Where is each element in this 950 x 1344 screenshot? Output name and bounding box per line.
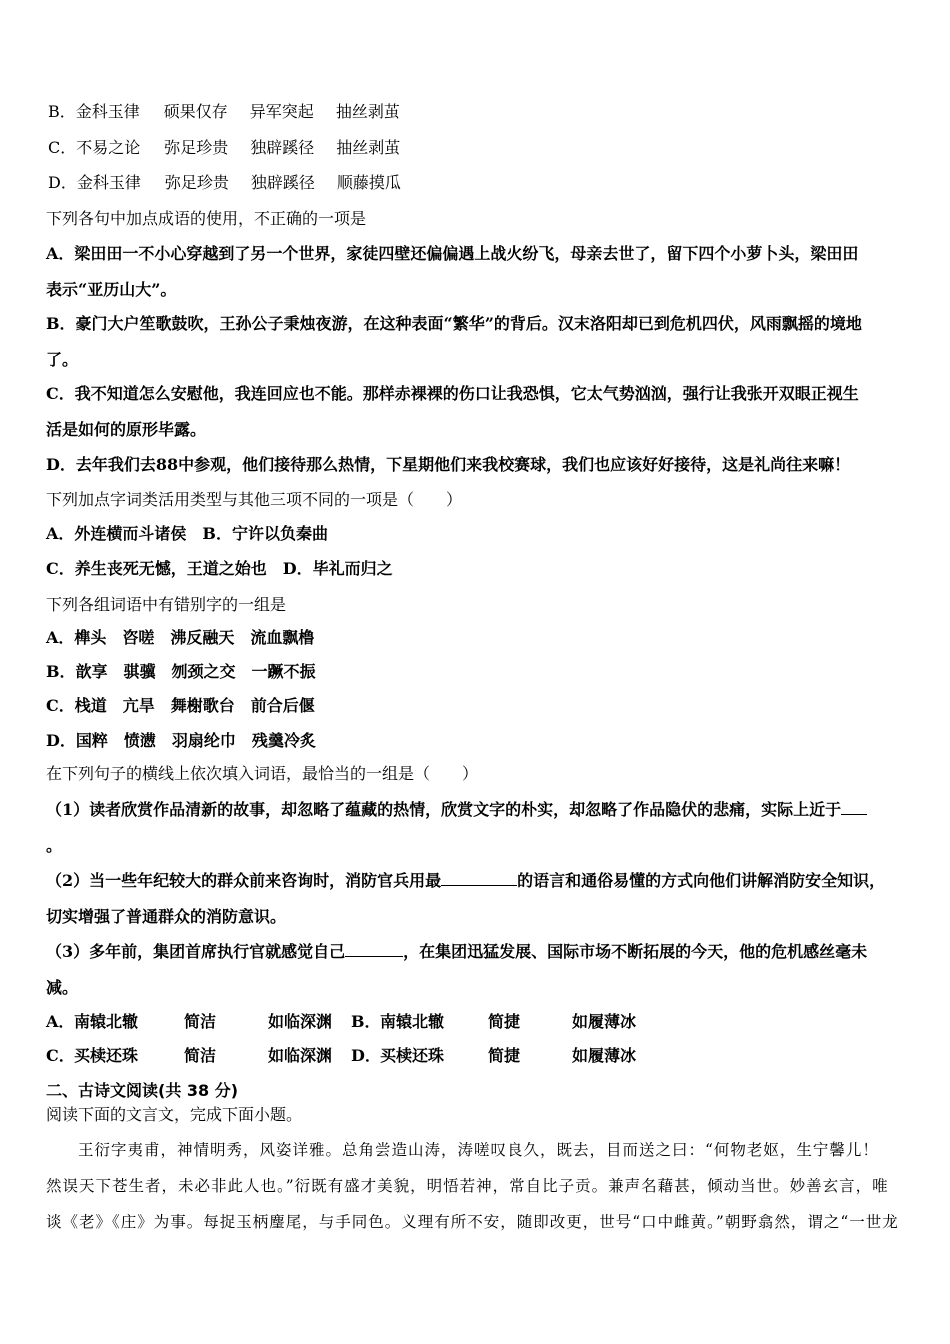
option-d-prev: D．金科玉律 弥足珍贵 独辟蹊径 顺藤摸瓜 <box>48 173 401 192</box>
section-instruction: 阅读下面的文言文，完成下面小题。 <box>46 1105 303 1124</box>
q4-stem: 在下列句子的横线上依次填入词语，最恰当的一组是（ ） <box>46 764 479 783</box>
q4-sentence2-line2: 切实增强了普通群众的消防意识。 <box>46 907 287 926</box>
blank-1 <box>841 800 867 815</box>
q1-option-a-line1: A．梁田田一不小心穿越到了另一个世界，家徒四壁还偏偏遇上战火纷飞，母亲去世了，留下四个小萝卜头，梁田田 <box>46 244 859 263</box>
q3-stem: 下列各组词语中有错别字的一组是 <box>46 595 287 614</box>
q2-options-cd: C．养生丧死无憾，王道之始也 D．毕礼而归之 <box>46 559 393 578</box>
passage-line-2: 然误天下苍生者，未必非此人也。”衍既有盛才美貌，明悟若神，常自比子贡。兼声名藉甚，倾动当世。妙善玄言，唯 <box>46 1177 889 1195</box>
q1-option-b-line2: 了。 <box>46 350 79 369</box>
section-title: 二、古诗文阅读(共 38 分) <box>46 1081 239 1100</box>
q1-option-c-line1: C．我不知道怎么安慰他，我连回应也不能。那样赤裸裸的伤口让我恐惧，它太气势汹汹，强行让我张开双眼正视生 <box>46 384 859 403</box>
q4-sentence1-line2: 。 <box>46 836 63 855</box>
option-c-prev: C．不易之论 弥足珍贵 独辟蹊径 抽丝剥茧 <box>48 138 401 157</box>
q3-option-c: C．栈道 亢旱 舞榭歌台 前合后偃 <box>46 696 315 715</box>
q1-option-d: D．去年我们去88中参观，他们接待那么热情，下星期他们来我校赛球，我们也应该好好接待，这是礼尚往来嘛！ <box>46 455 851 474</box>
q1-stem: 下列各句中加点成语的使用，不正确的一项是 <box>46 209 367 228</box>
q4-sentence1-line1: （1）读者欣赏作品清新的故事，却忽略了蕴藏的热情，欣赏文字的朴实，却忽略了作品隐伏的悲痛，实际上近于 <box>46 800 867 820</box>
blank-2 <box>441 871 517 886</box>
q4-sentence3-line1: （3）多年前，集团首席执行官就感觉自己 ，在集团迅猛发展、国际市场不断拓展的今天，他的危机感丝毫未 <box>46 942 868 961</box>
q1-option-a-line2: 表示“亚历山大”。 <box>46 280 177 299</box>
q1-option-c-line2: 活是如何的原形毕露。 <box>46 420 207 439</box>
passage-line-3: 谈《老》《庄》为事。每捉玉柄麈尾，与手同色。义理有所不安，随即改更，世号“口中雌黄。”朝野翕然，谓之“一世龙 <box>46 1213 899 1231</box>
q3-option-a: A．榫头 咨嗟 沸反融天 流血飘橹 <box>46 628 315 647</box>
blank-3 <box>345 942 403 957</box>
q3-option-b: B．歆享 骐骥 刎颈之交 一蹶不振 <box>46 662 316 681</box>
option-b-prev: B．金科玉律 硕果仅存 异军突起 抽丝剥茧 <box>48 102 400 121</box>
q3-option-d: D．国粹 愤懑 羽扇纶巾 残羹冷炙 <box>46 731 316 750</box>
q2-options-ab: A．外连横而斗诸侯 B．宁许以负秦曲 <box>46 524 328 543</box>
document-page: B．金科玉律 硕果仅存 异军突起 抽丝剥茧 C．不易之论 弥足珍贵 独辟蹊径 抽丝剥茧 D．金科玉律 弥足珍贵 独辟蹊径 顺藤摸瓜 下列各句中加点成语的使用，不正确的一项是 A．梁田田一不小心穿越到了另一个世界，家徒四壁还偏偏遇上战火纷飞，母亲去世了，留下四个小萝卜头，梁田田 表示“亚历山大”。 B．豪门大户笙歌鼓吹，王孙公子秉烛夜游，在这种表面“繁华”的背后。汉末洛阳却已到危机四伏，风雨飘摇的境地 了。 C．我不知道怎么安慰他，我连回应也不能。那样赤裸裸的伤口让我恐惧，它太气势汹汹，强行让我张开双眼正视生 活是如何的原形毕露。 D．去年我们去88中参观，他们接待那么热情，下星期他们来我校赛球，我们也应该好好接待，这是礼尚往来嘛！ 下列加点字词类活用类型与其他三项不同的一项是（ ） A．外连横而斗诸侯 B．宁许以负秦曲 C．养生丧死无憾，王道之始也 D．毕礼而归之 下列各组词语中有错别字的一组是 A．榫头 咨嗟 沸反融天 流血飘橹 B．歆享 骐骥 刎颈之交 一蹶不振 C．栈道 亢旱 舞榭歌台 前合后偃 D．国粹 愤懑 羽扇纶巾 残羹冷炙 在下列句子的横线上依次填入词语，最恰当的一组是（ ） （1）读者欣赏作品清新的故事，却忽略了蕴藏的热情，欣赏文字的朴实，却忽略了作品隐伏的悲痛，实际上近于 。 （2）当一些年纪较大的群众前来咨询时，消防官兵用最 的语言和通俗易懂的方式向他们讲解消防安全知识， 切实增强了普通群众的消防意识。 （3）多年前，集团首席执行官就感觉自己 ，在集团迅猛发展、国际市场不断拓展的今天，他的危机感丝毫未 减。 A． 南辕北辙 简洁 如临深渊 B． 南辕北辙 简捷 如履薄冰 C． 买椟还珠 简洁 如临深渊 D． 买椟还珠 简捷 如履薄冰 二、古诗文阅读(共 38 分) 阅读下面的文言文，完成下面小题。 王衍字夷甫，神情明秀，风姿详雅。总角尝造山涛，涛嗟叹良久，既去，目而送之曰：“何物老妪，生宁馨儿！ 然误天下苍生者，未必非此人也。”衍既有盛才美貌，明悟若神，常自比子贡。兼声名藉甚，倾动当世。妙善玄言，唯 谈《老》《庄》为事。每捉玉柄麈尾，与手同色。义理有所不安，随即改更，世号“口中雌黄。”朝野翕然，谓之“一世龙 <box>46 102 899 1231</box>
q1-option-b-line1: B．豪门大户笙歌鼓吹，王孙公子秉烛夜游，在这种表面“繁华”的背后。汉末洛阳却已到危机四伏，风雨飘摇的境地 <box>46 314 862 333</box>
q4-sentence3-line2: 减。 <box>46 978 79 997</box>
q4-sentence2-line1: （2）当一些年纪较大的群众前来咨询时，消防官兵用最 的语言和通俗易懂的方式向他们讲解消防安全知识， <box>46 871 886 890</box>
passage-line-1: 王衍字夷甫，神情明秀，风姿详雅。总角尝造山涛，涛嗟叹良久，既去，目而送之曰：“何物老妪，生宁馨儿！ <box>78 1141 879 1159</box>
q2-stem: 下列加点字词类活用类型与其他三项不同的一项是（ ） <box>46 490 463 509</box>
